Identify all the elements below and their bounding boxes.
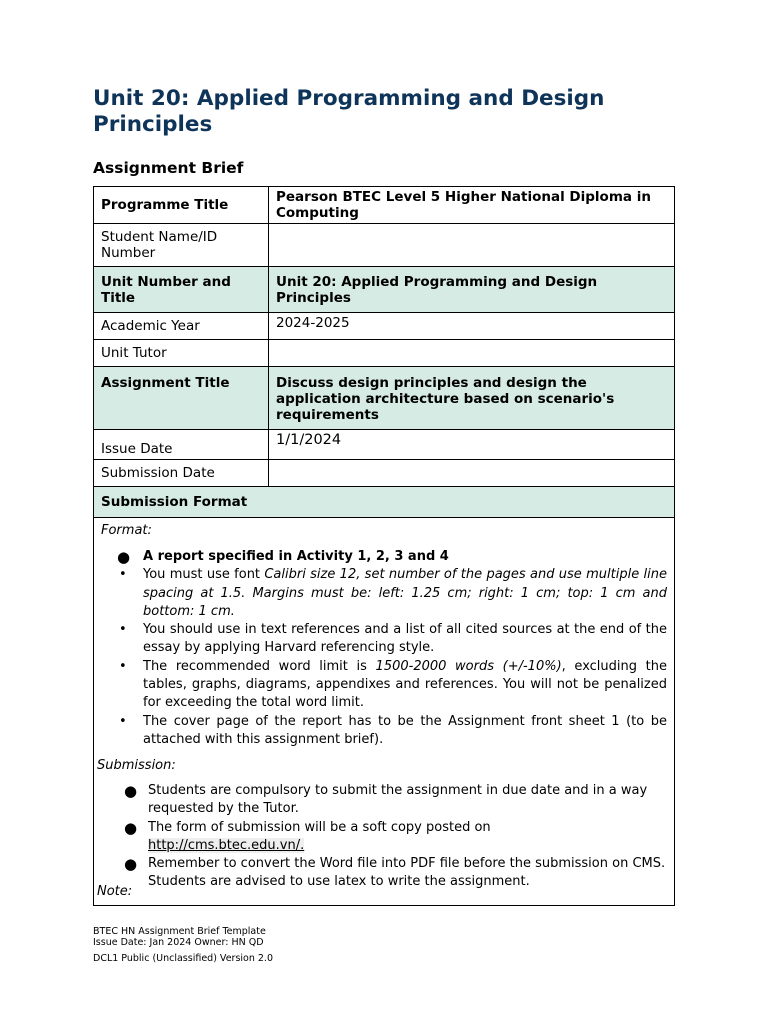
brief-table bbox=[93, 186, 675, 518]
label-submission-date: Submission Date bbox=[94, 460, 269, 487]
value-assignment-title: Discuss design principles and design the application architecture based on scenario's requirements bbox=[269, 367, 675, 430]
value-submission-date[interactable] bbox=[269, 460, 675, 487]
footer-classification: DCL1 Public (Unclassified) Version 2.0 bbox=[93, 953, 273, 964]
value-academic-year: 2024-2025 bbox=[269, 313, 675, 340]
note-label: Note: bbox=[97, 884, 133, 899]
list-item: • You must use font Calibri size 12, set number of the pages and use multiple line spacing at 1.5. Margins must be: left: 1.25 cm; right: 1 cm; top: 1 cm and bottom: 1 cm. bbox=[119, 567, 667, 619]
list-item: ● Students are compulsory to submit the assignment in due date and in a way requested by the Tutor. bbox=[124, 782, 648, 817]
value-unit: Unit 20: Applied Programming and Design Principles bbox=[269, 267, 675, 313]
submission-format-heading: Submission Format bbox=[94, 487, 675, 518]
label-programme-title: Programme Title bbox=[94, 187, 269, 224]
page-title: Unit 20: Applied Programming and Design Principles bbox=[93, 86, 605, 137]
list-item: ● Remember to convert the Word file into PDF file before the submission on CMS. Students are advised to use latex to write the assignment. bbox=[124, 855, 666, 890]
list-item: ● A report specified in Activity 1, 2, 3 and 4 bbox=[117, 548, 449, 566]
section-heading: Assignment Brief bbox=[93, 159, 244, 177]
value-student[interactable] bbox=[269, 224, 675, 267]
format-list bbox=[117, 548, 667, 749]
value-unit-tutor[interactable] bbox=[269, 340, 675, 367]
submission-label: Submission: bbox=[97, 758, 176, 773]
label-assignment-title: Assignment Title bbox=[94, 367, 269, 430]
value-issue-date: 1/1/2024 bbox=[269, 430, 675, 460]
submission-list bbox=[124, 782, 666, 892]
label-unit: Unit Number and Title bbox=[94, 267, 269, 313]
footer-template: BTEC HN Assignment Brief Template bbox=[93, 926, 266, 937]
cms-link[interactable]: http://cms.btec.edu.vn/. bbox=[148, 837, 305, 853]
value-programme-title: Pearson BTEC Level 5 Higher National Diploma in Computing bbox=[269, 187, 675, 224]
submission-format-content bbox=[93, 516, 675, 906]
list-item: • The recommended word limit is 1500-2000 words (+/-10%), excluding the tables, graphs, diagrams, appendixes and references. You will not be penalized for exceeding the total word limit. bbox=[119, 658, 667, 711]
list-item: • The cover page of the report has to be the Assignment front sheet 1 (to be attached with this assignment brief). bbox=[119, 713, 667, 747]
format-label: Format: bbox=[101, 523, 152, 538]
footer-issue: Issue Date: Jan 2024 Owner: HN QD bbox=[93, 937, 264, 948]
list-item: ● The form of submission will be a soft copy posted on http://cms.btec.edu.vn/. bbox=[124, 818, 491, 853]
label-academic-year: Academic Year bbox=[94, 313, 269, 340]
label-unit-tutor: Unit Tutor bbox=[94, 340, 269, 367]
label-student: Student Name/ID Number bbox=[94, 224, 269, 267]
label-issue-date: Issue Date bbox=[94, 430, 269, 460]
list-item: • You should use in text references and a list of all cited sources at the end of the essay by applying Harvard referencing style. bbox=[119, 622, 667, 656]
